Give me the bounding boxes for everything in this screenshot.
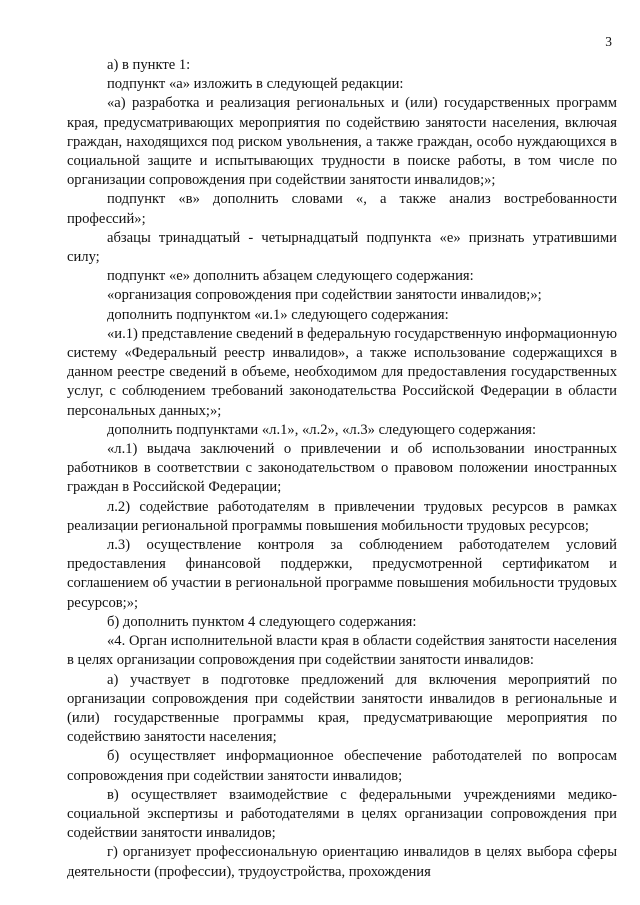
paragraph: «и.1) представление сведений в федеральную государственную информационную систему «Федеральный реестр инвалидов», а также использование содержащихся в данном реестре сведений в объеме, необходимом для предоставления государственных услуг, с соблюдением требований законодательства Российской Федерации в области персональных данных;»; — [67, 325, 617, 419]
paragraph: б) осуществляет информационное обеспечение работодателей по вопросам сопровождения при содействии занятости инвалидов; — [67, 748, 617, 784]
paragraph: а) участвует в подготовке предложений для включения мероприятий по организации сопровождения при содействии занятости инвалидов в региональные и (или) государственные программы края, предусматривающие мероприятия по содействию занятости населения; — [67, 671, 617, 746]
paragraph: подпункт «а» изложить в следующей редакции: — [107, 76, 404, 93]
paragraph: абзацы тринадцатый - четырнадцатый подпункта «е» признать утратившими силу; — [67, 229, 617, 266]
paragraph: л.3) осуществление контроля за соблюдением работодателем условий предоставления финансовой поддержки, предусмотренной сертификатом и соглашением об участии в региональной программе повышения мобильности трудовых ресурсов;»; — [67, 537, 617, 611]
document-body — [67, 56, 617, 882]
paragraph: «4. Орган исполнительной власти края в области содействия занятости населения в целях организации сопровождения при содействии занятости инвалидов: — [67, 633, 617, 669]
paragraph: дополнить подпунктами «л.1», «л.2», «л.3» следующего содержания: — [107, 421, 537, 438]
paragraph: л.2) содействие работодателям в привлечении трудовых ресурсов в рамках реализации региональной программы повышения мобильности трудовых ресурсов; — [67, 498, 617, 534]
paragraph: в) осуществляет взаимодействие с федеральными учреждениями медико-социальной экспертизы и работодателями в целях организации сопровождения при содействии занятости инвалидов; — [67, 786, 617, 842]
page-number: 3 — [605, 34, 612, 49]
paragraph: а) в пункте 1: — [107, 57, 191, 73]
paragraph: подпункт «в» дополнить словами «, а также анализ востребованности профессий»; — [67, 191, 617, 227]
paragraph: подпункт «е» дополнить абзацем следующего содержания: — [107, 268, 474, 285]
paragraph: «а) разработка и реализация региональных и (или) государственных программ края, предусматривающих мероприятия по содействию занятости населения, включая граждан, находящихся под риском увольнения, а также граждан, особо нуждающихся в социальной защите и испытывающих трудности в поиске работы, в том числе по организации сопровождения при содействии занятости инвалидов;»; — [67, 95, 617, 189]
paragraph: «л.1) выдача заключений о привлечении и об использовании иностранных работников в соответствии с законодательством о правовом положении иностранных граждан в Российской Федерации; — [67, 441, 617, 496]
paragraph: г) организует профессиональную ориентацию инвалидов в целях выбора сферы деятельности (профессии), трудоустройства, прохождения — [67, 844, 617, 880]
paragraph: дополнить подпунктом «и.1» следующего содержания: — [107, 306, 449, 323]
paragraph: «организация сопровождения при содействии занятости инвалидов;»; — [107, 287, 542, 304]
paragraph: б) дополнить пунктом 4 следующего содержания: — [107, 613, 417, 630]
